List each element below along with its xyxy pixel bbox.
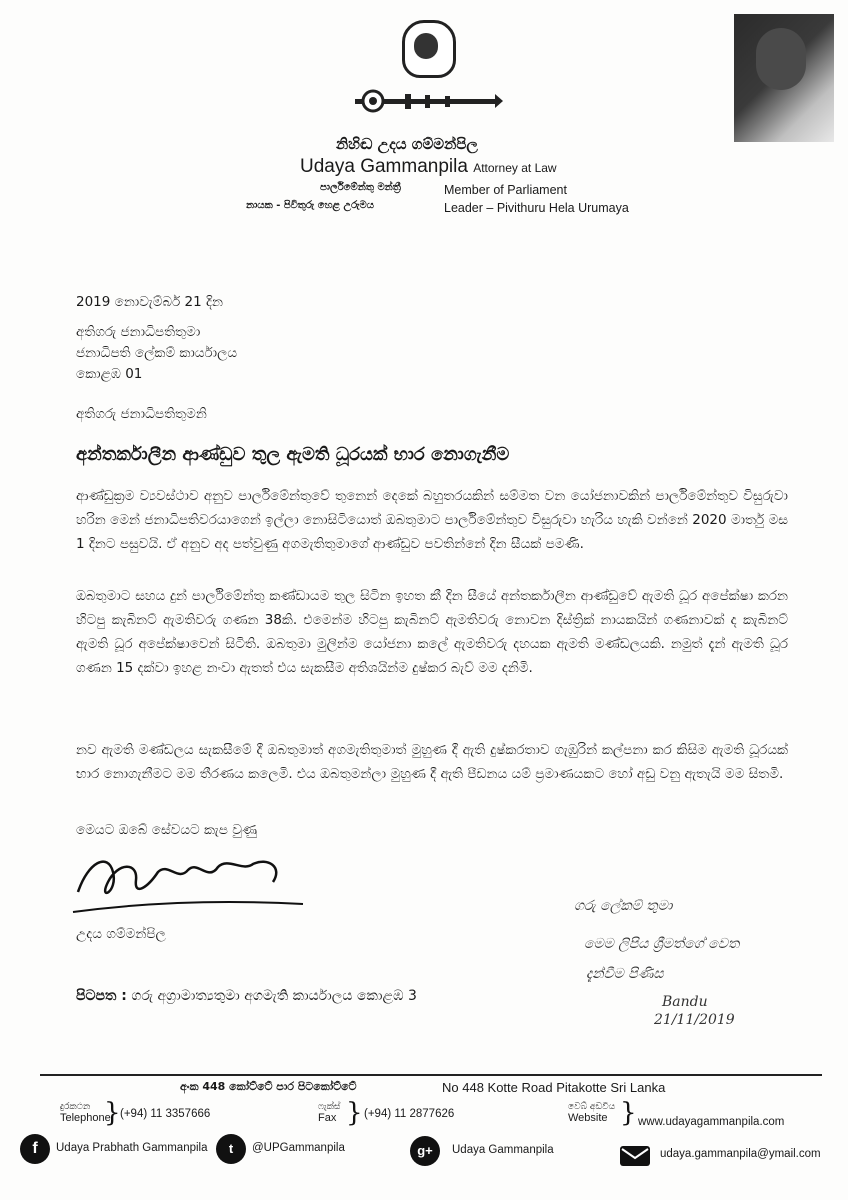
label-si: වෙබ් අඩවිය (568, 1102, 616, 1112)
brace-icon: } (346, 1098, 363, 1128)
label-en: Website (568, 1112, 608, 1124)
closing-line: මෙයට ඔබේ සේවයට කැප වුණු (76, 822, 258, 838)
paragraph: ආණ්ඩුක්‍රම ව්‍යවස්ථාව අනුව පාර්ලිමේන්තුවේ තුනෙන් දෙකේ බහුතරයකින් සම්මත වන යෝජනාවකින් පාර්ලිමේන්තුව විසුරුවා හරින මෙන් ජනාධිපතිවරයාගෙන් ඉල්ලා නොසිටියොත් ඔබතුමාට පාර්ලිමේන්තුව විසුරුවා හැරිය හැකි වන්නේ 2020 මාර්තු මස 1 දිනට පසුවයි. ඒ අනුව අද පත්වුණු අගමැතිතුමාගේ ආණ්ඩුව පවතින්නේ දින සීයක් පමණි. (76, 488, 788, 552)
telephone-number: (+94) 11 3357666 (120, 1108, 211, 1120)
role-leader-english: Leader – Pivithuru Hela Urumaya (444, 201, 629, 215)
handwritten-date: 21/11/2019 (654, 1012, 735, 1028)
letter-date: 2019 නොවැම්බර් 21 දින (76, 294, 223, 310)
portrait-photo (734, 14, 834, 142)
title-text: Attorney at Law (473, 161, 557, 175)
footer-address-english: No 448 Kotte Road Pitakotte Sri Lanka (442, 1080, 666, 1095)
role-mp-english: Member of Parliament (444, 183, 567, 197)
signature (68, 842, 308, 932)
label-en: Fax (318, 1112, 337, 1124)
brace-icon: } (620, 1098, 637, 1128)
handwritten-initials: Bandu (662, 994, 708, 1010)
facebook-icon[interactable]: f (20, 1134, 50, 1164)
paragraph: ඔබතුමාට සහය දුන් පාර්ලිමේන්තු කණ්ඩායම තුල සිටින ඉහත කී දින සීයේ අන්තර්කාලීන ආණ්ඩුවේ ඇමති ධූර අපේක්ෂා කරන හිටපු කැබිනට් ඇමතිවරු ගණන 38කි. එමෙන්ම හිටපු කැබිනට් ඇමතිවරු නොවන දිස්ත්‍රික් නායකයින් ගණනාවක් ද කැබිනට් ඇමති ධූර අපේක්ෂාවෙන් සිටිති. ඔබතුමා මුලින්ම යෝජනා කලේ ඇමතිවරු දහයක ඇමති මණ්ඩලයකි. නමුත් දැන් ඇමති ධූර ගණන 15 දක්වා ඉහළ නංවා ඇතත් එය සැකසීම අතිශයින්ම දුෂ්කර බැව් මම දනිමි. (76, 588, 788, 676)
name-text: Udaya Gammanpila (300, 156, 468, 177)
website-url[interactable]: www.udayagammanpila.com (638, 1116, 785, 1128)
googleplus-name[interactable]: Udaya Gammanpila (452, 1144, 554, 1156)
role-mp-sinhala: පාර්ලිමේන්තු මන්ත්‍රී (320, 182, 401, 193)
fax-label (318, 1102, 340, 1124)
recipient-address (76, 322, 237, 385)
signatory-name: උදය ගම්මන්පිල (76, 926, 166, 942)
twitter-handle[interactable]: @UPGammanpila (252, 1142, 345, 1154)
name-sinhala: නිහිඬ උදය ගම්මන්පිල (336, 135, 478, 153)
handwritten-line: ගරු ලේකම් තුමා (574, 898, 673, 914)
fax-number: (+94) 11 2877626 (364, 1108, 455, 1120)
salutation: අතිගරු ජනාධිපතිතුමනි (76, 406, 207, 422)
letter-subject: අන්තර්කාලීන ආණ්ඩුව තුල ඇමති ධූරයක් භාර නොගැනීම (76, 444, 510, 465)
address-line: ජනාධිපති ලේකම් කාර්යාලය (76, 345, 238, 361)
label-si: දුරකථන (60, 1102, 91, 1112)
twitter-icon[interactable]: t (216, 1134, 246, 1164)
copy-recipient: ගරු අග්‍රාමාත්‍යතුමා අගමැති කාර්යාලය කොළඹ 3 (131, 988, 417, 1004)
email-address[interactable]: udaya.gammanpila@ymail.com (660, 1148, 821, 1160)
handwritten-line: මෙම ලිපිය ශ්‍රීමත්‍ගේ වෙත (584, 936, 740, 952)
address-line: කොළඹ 01 (76, 366, 143, 382)
label-si: ෆැක්ස් (318, 1102, 341, 1112)
address-line: අතිගරු ජනාධිපතිතුමා (76, 324, 201, 340)
footer-address-sinhala: අංක 448 කෝට්ටේ පාර පිටකෝට්ටේ (180, 1080, 357, 1093)
mail-icon (620, 1146, 650, 1166)
handwritten-line: දැන්වීම පිණිස (586, 966, 664, 982)
copy-label: පිටපත : (76, 988, 127, 1004)
copy-to (76, 988, 417, 1004)
label-en: Telephone (60, 1112, 111, 1124)
website-label (568, 1102, 615, 1124)
paragraph: නව ඇමති මණ්ඩලය සැකසීමේ දී ඔබතුමාත් අගමැතිතුමාත් මුහුණ දී ඇති දුෂ්කරතාව ගැඹුරින් කල්පනා කර කිසිම ඇමති ධූරයක් භාර නොගැනීමට මම තීරණය කලෙමි. එය ඔබතුමන්ලා මුහුණ දී ඇති පීඩනය යම් ප්‍රමාණයකට හෝ අඩු වනු ඇතැයි මම සිතමි. (76, 742, 788, 782)
sri-lanka-emblem-icon (402, 20, 456, 78)
google-plus-icon[interactable]: g+ (410, 1136, 440, 1166)
role-leader-sinhala: නායක - පිවිතුරු හෙළ උරුමය (246, 200, 374, 211)
brace-icon: } (104, 1098, 121, 1128)
facebook-name[interactable]: Udaya Prabhath Gammanpila (56, 1142, 208, 1154)
name-english (300, 156, 557, 178)
footer-divider (40, 1074, 822, 1076)
mace-icon (345, 88, 505, 114)
